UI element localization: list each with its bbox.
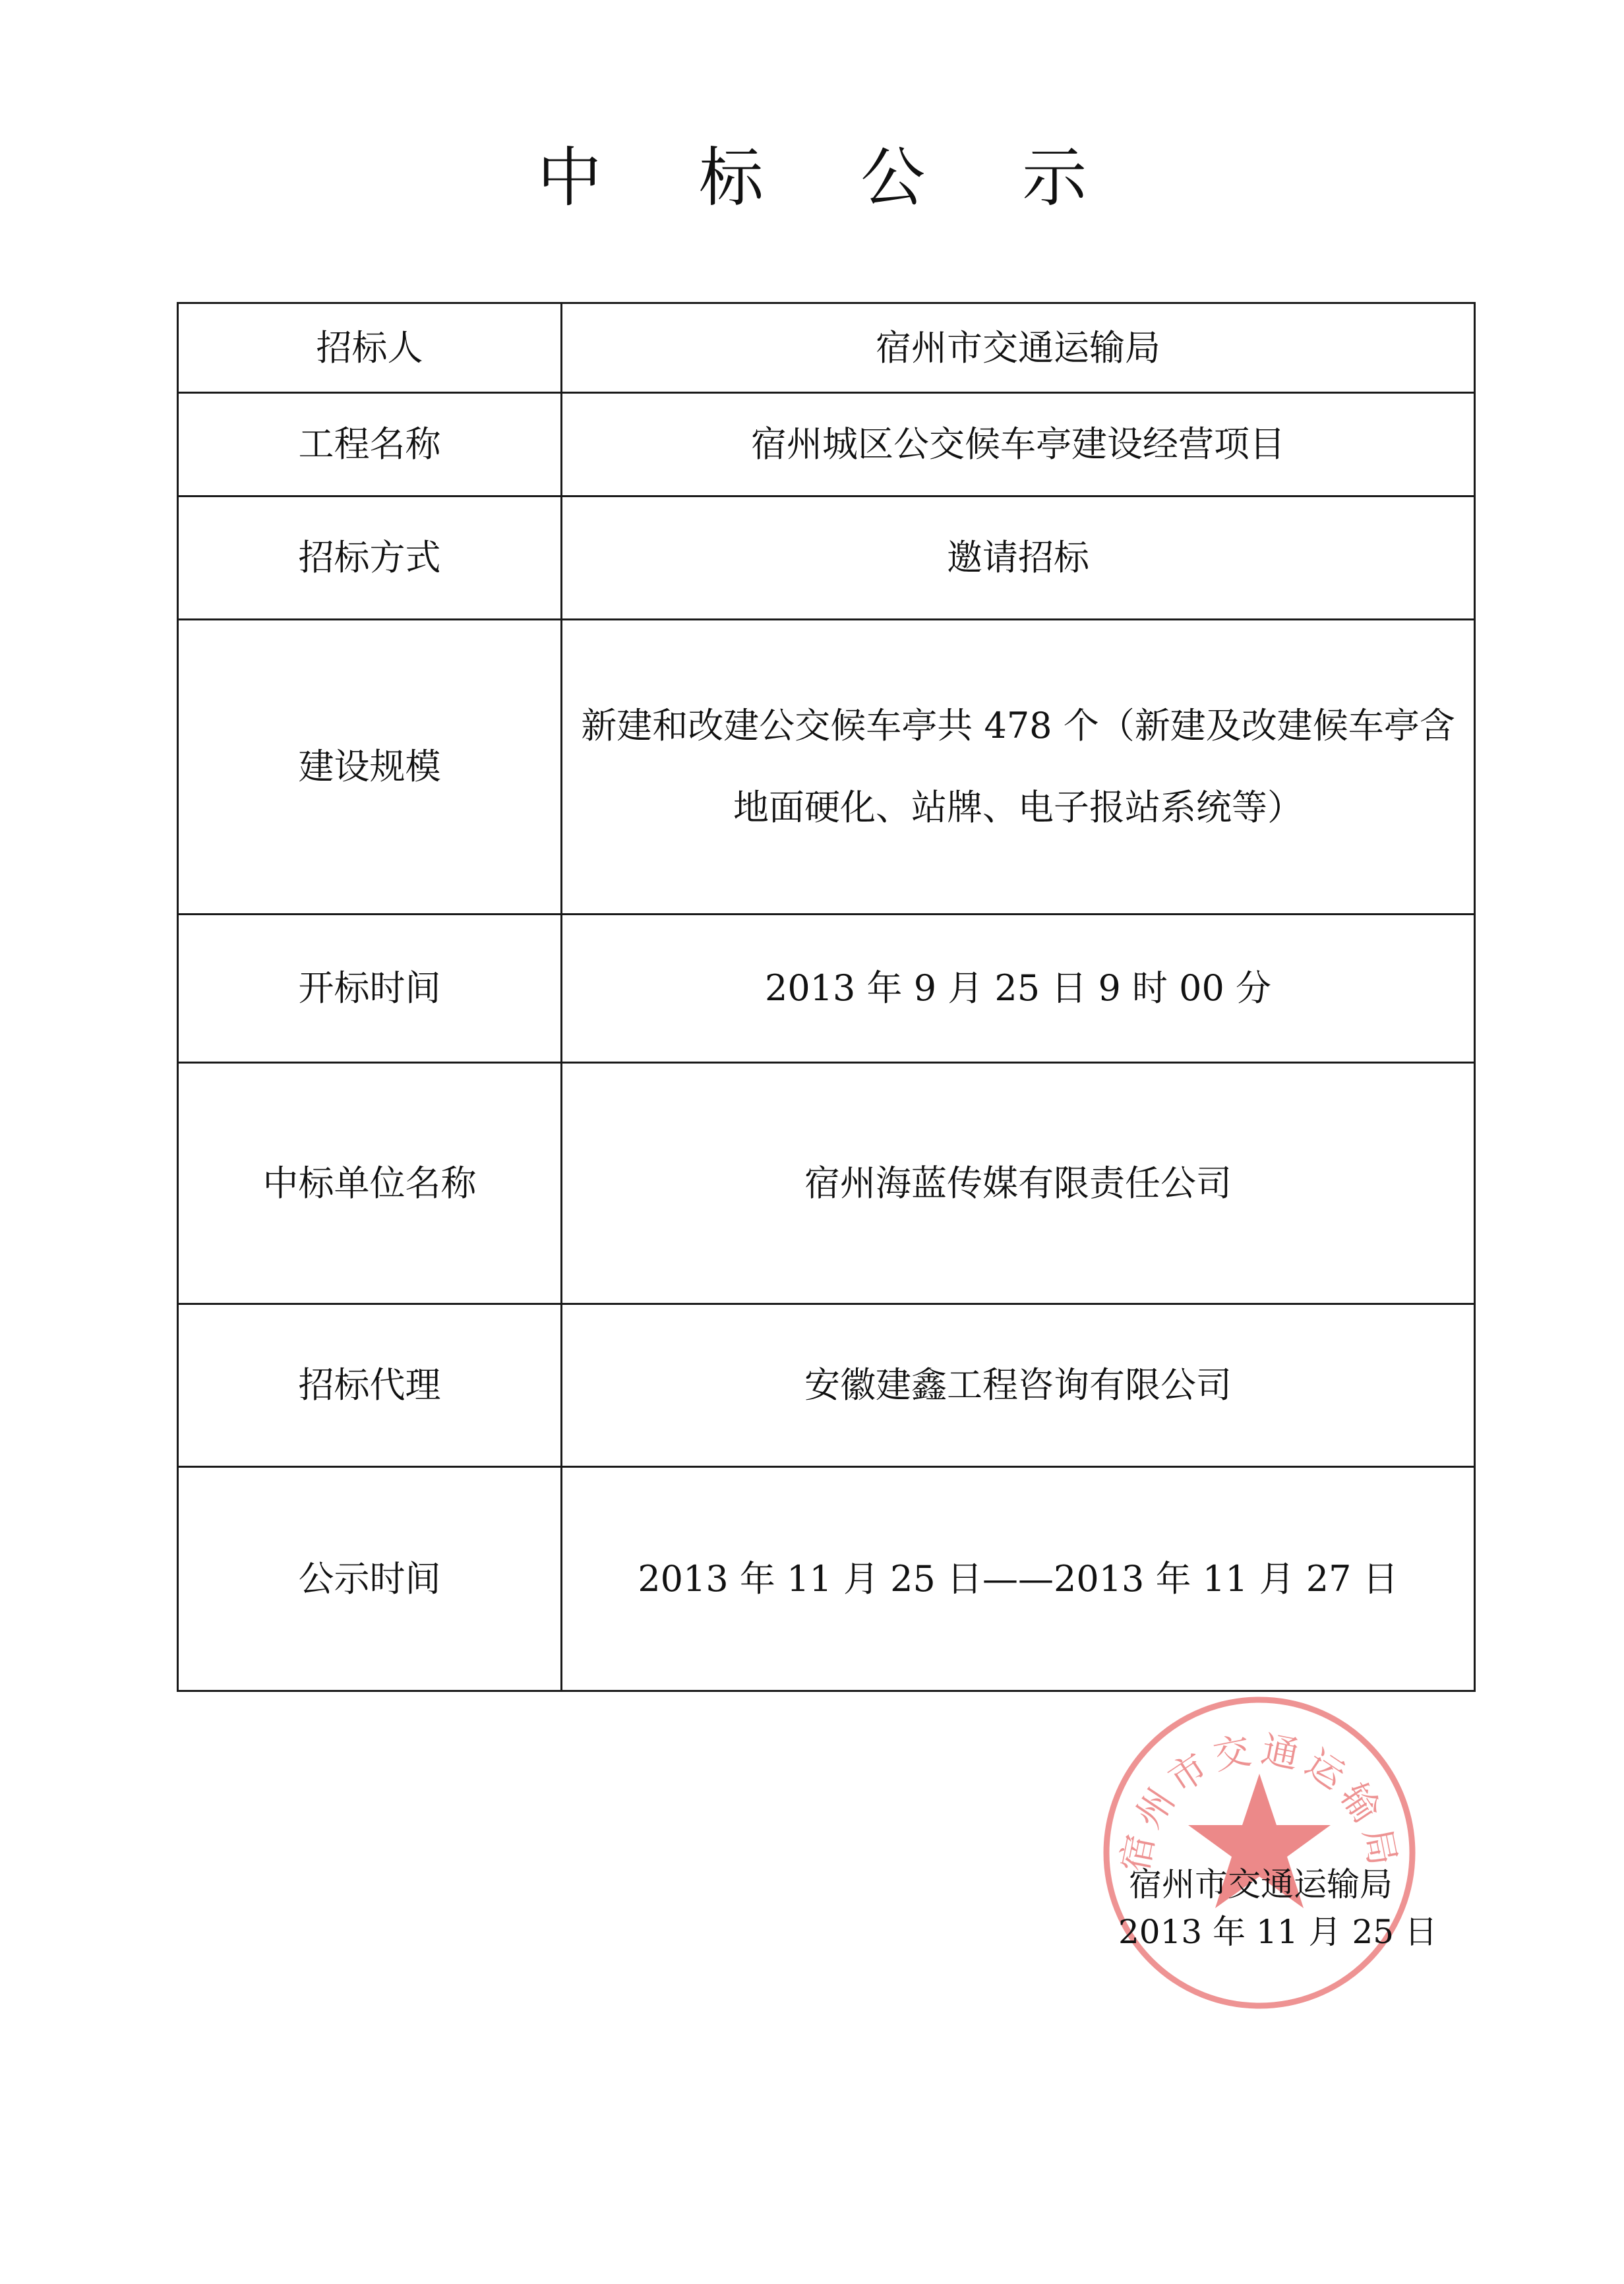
row-label-construction-scale: 建设规模 [178, 620, 562, 915]
row-label-winning-bidder: 中标单位名称 [178, 1063, 562, 1304]
row-value-winning-bidder: 宿州海蓝传媒有限责任公司 [562, 1063, 1475, 1304]
row-label-bid-opening-time: 开标时间 [178, 915, 562, 1063]
row-label-publicity-period: 公示时间 [178, 1467, 562, 1691]
table-row [178, 620, 1475, 915]
table-row [178, 496, 1475, 620]
row-label-tenderer: 招标人 [178, 303, 562, 393]
notice-table [177, 302, 1476, 1692]
table-row [178, 393, 1475, 496]
signature-date: 2013 年 11 月 25 日 [1118, 1913, 1437, 1951]
row-value-project-name: 宿州城区公交候车亭建设经营项目 [562, 393, 1475, 496]
table-row [178, 1467, 1475, 1691]
page-title: 中 标 公 示 [537, 140, 1126, 216]
row-value-bid-opening-time: 2013 年 9 月 25 日 9 时 00 分 [562, 915, 1475, 1063]
row-value-tender-method: 邀请招标 [562, 496, 1475, 620]
row-label-tender-agent: 招标代理 [178, 1304, 562, 1467]
row-value-tenderer: 宿州市交通运输局 [562, 303, 1475, 393]
table-row [178, 1063, 1475, 1304]
signature-organization: 宿州市交通运输局 [1129, 1865, 1393, 1904]
row-label-project-name: 工程名称 [178, 393, 562, 496]
table-row [178, 915, 1475, 1063]
table-row [178, 1304, 1475, 1467]
row-value-construction-scale: 新建和改建公交候车亭共 478 个（新建及改建候车亭含地面硬化、站牌、电子报站系统等） [562, 620, 1475, 915]
row-label-tender-method: 招标方式 [178, 496, 562, 620]
table-row [178, 303, 1475, 393]
seal-text: 宿州市交通运输局 [1113, 1728, 1406, 1876]
official-seal-stamp [1095, 1688, 1424, 2018]
row-value-tender-agent: 安徽建鑫工程咨询有限公司 [562, 1304, 1475, 1467]
row-value-publicity-period: 2013 年 11 月 25 日——2013 年 11 月 27 日 [562, 1467, 1475, 1691]
